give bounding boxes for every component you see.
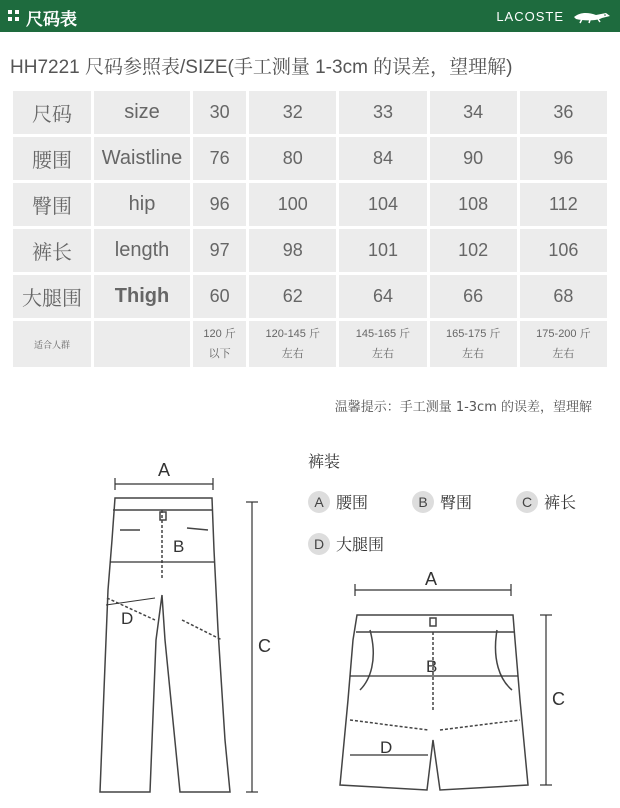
table-cell: 108: [430, 183, 517, 226]
empty-cell: [94, 321, 190, 367]
legend-label: 大腿围: [336, 535, 385, 554]
fit-qualifier: 左右: [552, 348, 575, 360]
table-cell: 96: [193, 183, 246, 226]
table-cell: 33: [339, 91, 426, 134]
shorts-label-c: C: [552, 689, 565, 709]
measurement-tip: 温馨提示：手工测量 1-3cm 的误差，望理解: [334, 400, 592, 415]
row-label-zh: 尺码: [13, 91, 91, 134]
table-cell: 36: [520, 91, 607, 134]
legend-label: 臀围: [440, 493, 473, 512]
table-cell: 76: [193, 137, 246, 180]
table-cell: 66: [430, 275, 517, 318]
fit-row-label: 适合人群: [13, 321, 91, 367]
table-row-fit: [13, 321, 607, 367]
shorts-label-d: D: [380, 738, 393, 757]
table-cell: 60: [193, 275, 246, 318]
table-cell: 90: [430, 137, 517, 180]
table-cell: 62: [249, 275, 336, 318]
fit-weight: 120 斤: [203, 328, 236, 340]
pants-label-d: D: [121, 609, 134, 628]
row-label-zh: 大腿围: [13, 275, 91, 318]
fit-cell: [193, 321, 246, 367]
fit-qualifier: 以下: [208, 348, 231, 360]
table-cell: 34: [430, 91, 517, 134]
table-cell: 97: [193, 229, 246, 272]
legend-label: 腰围: [336, 493, 369, 512]
table-cell: 104: [339, 183, 426, 226]
row-label-zh: 腰围: [13, 137, 91, 180]
row-label-en: Thigh: [94, 275, 190, 318]
table-cell: 80: [249, 137, 336, 180]
shorts-label-a: A: [425, 569, 438, 589]
pants-label-a: A: [158, 460, 171, 480]
table-cell: 32: [249, 91, 336, 134]
table-cell: 64: [339, 275, 426, 318]
table-cell: 102: [430, 229, 517, 272]
fit-qualifier: 左右: [462, 348, 485, 360]
size-table: [10, 88, 610, 370]
table-cell: 68: [520, 275, 607, 318]
table-cell: 100: [249, 183, 336, 226]
table-cell: 98: [249, 229, 336, 272]
legend-badge: B: [412, 491, 434, 513]
row-label-zh: 臀围: [13, 183, 91, 226]
pants-label-b: B: [173, 537, 185, 556]
shorts-illustration: [340, 615, 528, 790]
header-title: 尺码表: [26, 10, 77, 30]
fit-cell: [249, 321, 336, 367]
table-cell: 101: [339, 229, 426, 272]
row-label-en: Waistline: [94, 137, 190, 180]
row-label-en: size: [94, 91, 190, 134]
fit-weight: 145-165 斤: [355, 328, 411, 340]
brand-name: LACOSTE: [496, 9, 564, 24]
fit-qualifier: 左右: [281, 348, 304, 360]
garment-diagram: [0, 440, 620, 808]
crocodile-logo-icon: [572, 8, 612, 24]
table-row: [13, 183, 607, 226]
pants-label-c: C: [258, 636, 271, 656]
fit-cell: [339, 321, 426, 367]
shorts-label-b: B: [426, 657, 438, 676]
table-cell: 30: [193, 91, 246, 134]
fit-weight: 120-145 斤: [265, 328, 320, 340]
table-row: [13, 275, 607, 318]
fit-weight: 165-175 斤: [445, 328, 501, 340]
fit-cell: [430, 321, 517, 367]
legend-badge: C: [516, 491, 538, 513]
table-row: [13, 229, 607, 272]
legend-label: 裤长: [544, 493, 577, 512]
table-row: [13, 91, 607, 134]
pants-illustration: [100, 498, 230, 792]
legend-badge: A: [308, 491, 330, 513]
grid-dots-icon: [8, 10, 20, 22]
row-label-zh: 裤长: [13, 229, 91, 272]
table-cell: 112: [520, 183, 607, 226]
table-cell: 84: [339, 137, 426, 180]
header-bar: [0, 0, 620, 32]
row-label-en: length: [94, 229, 190, 272]
table-cell: 106: [520, 229, 607, 272]
size-chart-subtitle: HH7221 尺码参照表/SIZE(手工测量 1-3cm 的误差，望理解): [10, 57, 513, 78]
fit-weight: 175-200 斤: [536, 328, 591, 340]
row-label-en: hip: [94, 183, 190, 226]
fit-qualifier: 左右: [371, 348, 394, 360]
legend-badge: D: [308, 533, 330, 555]
fit-cell: [520, 321, 607, 367]
table-cell: 96: [520, 137, 607, 180]
table-row: [13, 137, 607, 180]
pants-measure-lines: [106, 478, 258, 792]
legend-title: 裤装: [308, 452, 341, 471]
